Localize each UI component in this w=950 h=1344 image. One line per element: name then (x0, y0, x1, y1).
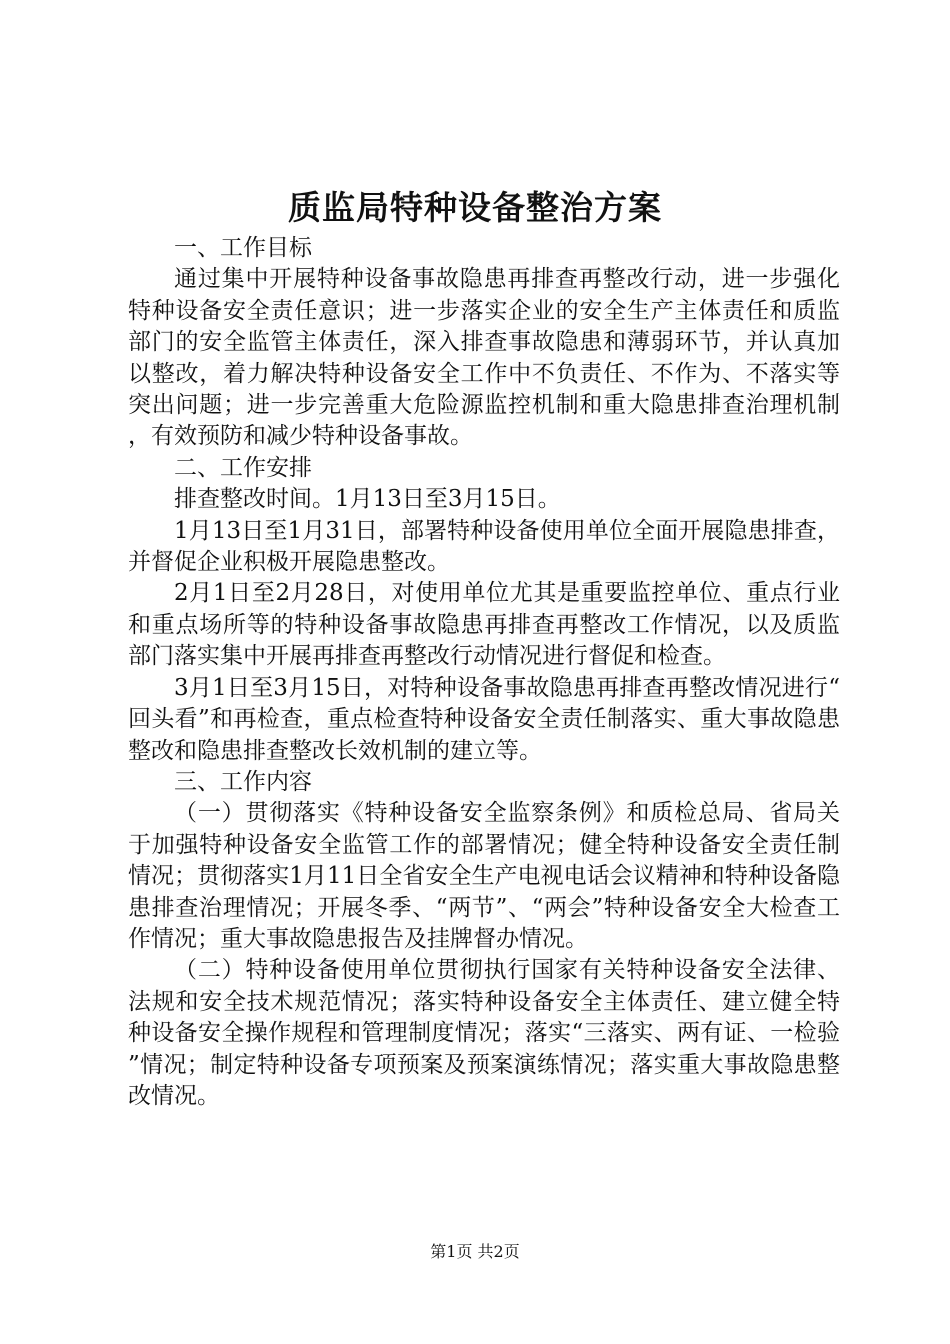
paragraph-phase-3: 3月1日至3月15日，对特种设备事故隐患再排查再整改情况进行“回头看”和再检查，重点检查特种设备安全责任制落实、重大事故隐患整改和隐患排查整改长效机制的建立等。 (128, 674, 840, 764)
paragraph-phase-1: 1月13日至1月31日，部署特种设备使用单位全面开展隐患排查，并督促企业积极开展隐患整改。 (128, 517, 840, 576)
document-title: 质监局特种设备整治方案 (288, 188, 662, 227)
paragraph-content-2: （二）特种设备使用单位贯彻执行国家有关特种设备安全法律、法规和安全技术规范情况；落实特种设备安全主体责任、建立健全特种设备安全操作规程和管理制度情况；落实“三落实、两有证、一检验”情况；制定特种设备专项预案及预案演练情况；落实重大事故隐患整改情况。 (128, 957, 840, 1109)
paragraph-content-1: （一）贯彻落实《特种设备安全监察条例》和质检总局、省局关于加强特种设备安全监管工作的部署情况；健全特种设备安全责任制情况；贯彻落实1月11日全省安全生产电视电话会议精神和特种设备隐患排查治理情况；开展冬季、“两节”、“两会”特种设备安全大检查工作情况；重大事故隐患报告及挂牌督办情况。 (128, 800, 840, 952)
section-heading-content: 三、工作内容 (174, 768, 312, 795)
paragraph-schedule: 排查整改时间。1月13日至3月15日。 (174, 486, 561, 513)
page-number: 第1页 共2页 (430, 1242, 520, 1261)
paragraph-goals: 通过集中开展特种设备事故隐患再排查再整改行动，进一步强化特种设备安全责任意识；进一步落实企业的安全生产主体责任和质监部门的安全监管主体责任，深入排查事故隐患和薄弱环节，并认真加以整改，着力解决特种设备安全工作中不负责任、不作为、不落实等突出问题；进一步完善重大危险源监控机制和重大隐患排查治理机制，有效预防和减少特种设备事故。 (128, 266, 840, 450)
paragraph-phase-2: 2月1日至2月28日，对使用单位尤其是重要监控单位、重点行业和重点场所等的特种设备事故隐患再排查再整改工作情况，以及质监部门落实集中开展再排查再整改行动情况进行督促和检查。 (128, 580, 840, 670)
section-heading-arrangement: 二、工作安排 (174, 454, 312, 481)
section-heading-goals: 一、工作目标 (174, 235, 312, 261)
document-body (128, 233, 840, 1112)
